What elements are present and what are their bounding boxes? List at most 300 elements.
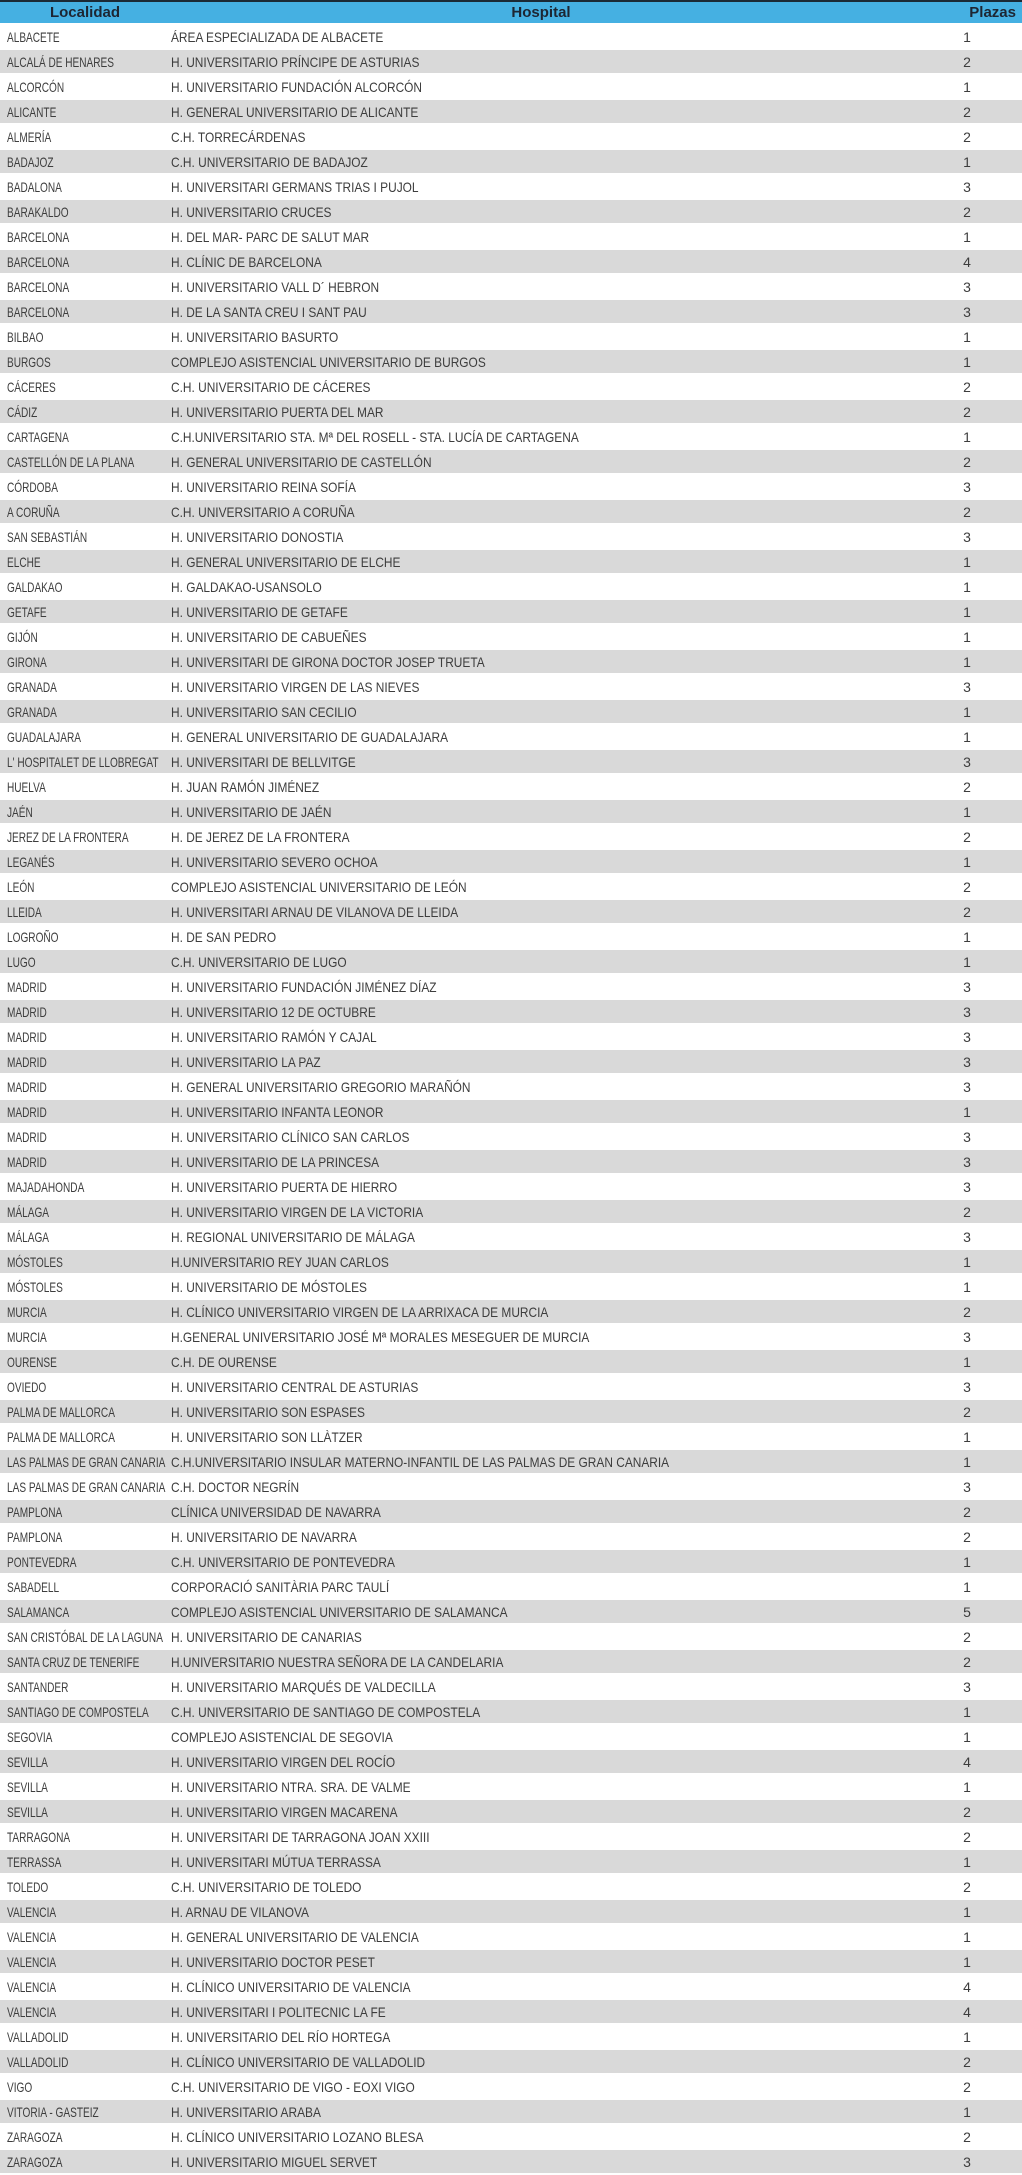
localidad-text: GIRONA	[7, 653, 47, 670]
table-row	[0, 275, 1022, 298]
localidad-text: GRANADA	[7, 703, 57, 720]
localidad-text: OURENSE	[7, 1353, 57, 1370]
table-row	[0, 775, 1022, 798]
localidad-text: TOLEDO	[7, 1878, 49, 1895]
cell-plazas: 1	[963, 28, 971, 45]
table-row	[0, 1700, 1022, 1723]
table-row	[0, 1475, 1022, 1498]
cell-plazas: 3	[963, 1153, 971, 1170]
table-row	[0, 375, 1022, 398]
hospital-text: H. JUAN RAMÓN JIMÉNEZ	[171, 778, 320, 795]
cell-localidad	[0, 929, 170, 945]
hospital-text: H. DE SAN PEDRO	[171, 928, 277, 945]
cell-hospital	[170, 1204, 912, 1220]
cell-plazas: 1	[963, 1903, 971, 1920]
cell-hospital	[170, 454, 912, 470]
hospital-text: H. UNIVERSITARIO DE NAVARRA	[171, 1528, 357, 1545]
cell-hospital	[170, 2154, 912, 2170]
cell-localidad	[0, 1354, 170, 1370]
table-row	[0, 300, 1022, 323]
hospital-text: C.H. UNIVERSITARIO DE CÁCERES	[171, 378, 371, 395]
cell-plazas: 3	[963, 678, 971, 695]
cell-localidad	[0, 829, 170, 845]
cell-hospital	[170, 1129, 912, 1145]
cell-hospital	[170, 229, 912, 245]
cell-plazas: 1	[963, 1728, 971, 1745]
cell-plazas: 2	[963, 1828, 971, 1845]
cell-plazas: 3	[963, 1378, 971, 1395]
localidad-text: GUADALAJARA	[7, 728, 81, 745]
cell-hospital	[170, 2129, 912, 2145]
hospital-text: C.H. UNIVERSITARIO DE SANTIAGO DE COMPOSTELA	[171, 1703, 481, 1720]
cell-plazas: 3	[963, 1028, 971, 1045]
cell-hospital	[170, 1954, 912, 1970]
table-row	[0, 1975, 1022, 1998]
cell-hospital	[170, 204, 912, 220]
cell-plazas: 1	[963, 853, 971, 870]
hospital-text: C.H. DE OURENSE	[171, 1353, 277, 1370]
hospital-text: H. UNIVERSITARIO PUERTA DEL MAR	[171, 403, 384, 420]
cell-plazas: 1	[963, 2028, 971, 2045]
table-row	[0, 1275, 1022, 1298]
cell-localidad	[0, 604, 170, 620]
table-row	[0, 650, 1022, 673]
cell-plazas: 2	[963, 1203, 971, 1220]
localidad-text: LEÓN	[7, 878, 35, 895]
cell-localidad	[0, 1054, 170, 1070]
table-row	[0, 725, 1022, 748]
hospital-text: C.H.UNIVERSITARIO INSULAR MATERNO-INFANTIL DE LAS PALMAS DE GRAN CANARIA	[171, 1453, 670, 1470]
cell-plazas: 1	[963, 353, 971, 370]
cell-plazas: 3	[963, 1078, 971, 1095]
cell-hospital	[170, 1504, 912, 1520]
hospital-text: ÁREA ESPECIALIZADA DE ALBACETE	[171, 28, 384, 45]
table-row	[0, 1225, 1022, 1248]
localidad-text: MADRID	[7, 1028, 47, 1045]
table-row	[0, 750, 1022, 773]
table-row	[0, 400, 1022, 423]
localidad-text: ALICANTE	[7, 103, 57, 120]
table-row	[0, 675, 1022, 698]
localidad-text: BARAKALDO	[7, 203, 69, 220]
table-row	[0, 450, 1022, 473]
table-row	[0, 600, 1022, 623]
table-row	[0, 125, 1022, 148]
cell-localidad	[0, 1529, 170, 1545]
cell-hospital	[170, 479, 912, 495]
cell-plazas: 3	[963, 178, 971, 195]
cell-plazas: 3	[963, 1328, 971, 1345]
localidad-text: SAN SEBASTIÁN	[7, 528, 88, 545]
cell-localidad	[0, 2054, 170, 2070]
hospital-text: C.H. UNIVERSITARIO DE VIGO - EOXI VIGO	[171, 2078, 415, 2095]
cell-hospital	[170, 1904, 912, 1920]
hospital-text: H. CLÍNICO UNIVERSITARIO DE VALLADOLID	[171, 2053, 426, 2070]
cell-localidad	[0, 954, 170, 970]
hospital-text: C.H. UNIVERSITARIO DE BADAJOZ	[171, 153, 368, 170]
localidad-text: BURGOS	[7, 353, 51, 370]
cell-hospital	[170, 29, 912, 45]
table-row	[0, 700, 1022, 723]
localidad-text: CASTELLÓN DE LA PLANA	[7, 453, 135, 470]
hospital-text: H. UNIVERSITARIO VALL D´ HEBRON	[171, 278, 380, 295]
cell-hospital	[170, 504, 912, 520]
cell-localidad	[0, 729, 170, 745]
cell-hospital	[170, 1054, 912, 1070]
cell-hospital	[170, 79, 912, 95]
cell-hospital	[170, 1279, 912, 1295]
cell-localidad	[0, 1854, 170, 1870]
cell-hospital	[170, 854, 912, 870]
table-row	[0, 1750, 1022, 1773]
table-row	[0, 425, 1022, 448]
table-row	[0, 250, 1022, 273]
table-row	[0, 1425, 1022, 1448]
cell-hospital	[170, 704, 912, 720]
cell-plazas: 2	[963, 778, 971, 795]
cell-hospital	[170, 1929, 912, 1945]
table-row	[0, 2075, 1022, 2098]
cell-hospital	[170, 979, 912, 995]
hospital-text: H. CLÍNIC DE BARCELONA	[171, 253, 322, 270]
cell-localidad	[0, 354, 170, 370]
cell-plazas: 3	[963, 1003, 971, 1020]
cell-hospital	[170, 554, 912, 570]
hospital-text: COMPLEJO ASISTENCIAL UNIVERSITARIO DE LEÓN	[171, 878, 467, 895]
table-row	[0, 1400, 1022, 1423]
hospital-text: H. UNIVERSITARI DE TARRAGONA JOAN XXIII	[171, 1828, 430, 1845]
hospital-text: H.UNIVERSITARIO REY JUAN CARLOS	[171, 1253, 389, 1270]
localidad-text: BILBAO	[7, 328, 44, 345]
table-row	[0, 2125, 1022, 2148]
table-row	[0, 1300, 1022, 1323]
cell-plazas: 3	[963, 278, 971, 295]
cell-hospital	[170, 1454, 912, 1470]
localidad-text: ALCALÁ DE HENARES	[7, 53, 114, 70]
cell-localidad	[0, 704, 170, 720]
hospital-text: H. UNIVERSITARIO DE MÓSTOLES	[171, 1278, 367, 1295]
cell-localidad	[0, 804, 170, 820]
localidad-text: SEVILLA	[7, 1803, 48, 1820]
table-row	[0, 75, 1022, 98]
cell-localidad	[0, 1729, 170, 1745]
cell-plazas: 2	[963, 128, 971, 145]
table-row	[0, 900, 1022, 923]
cell-hospital	[170, 2104, 912, 2120]
cell-plazas: 2	[963, 878, 971, 895]
cell-hospital	[170, 1704, 912, 1720]
table-row	[0, 575, 1022, 598]
hospital-text: H. UNIVERSITARIO DE CABUEÑES	[171, 628, 367, 645]
cell-plazas: 1	[963, 153, 971, 170]
table-row	[0, 500, 1022, 523]
cell-hospital	[170, 804, 912, 820]
table-row	[0, 625, 1022, 648]
table-row	[0, 200, 1022, 223]
cell-hospital	[170, 654, 912, 670]
cell-localidad	[0, 1804, 170, 1820]
cell-plazas: 1	[963, 1353, 971, 1370]
cell-localidad	[0, 1754, 170, 1770]
table-row	[0, 2100, 1022, 2123]
cell-localidad	[0, 1979, 170, 1995]
cell-hospital	[170, 54, 912, 70]
cell-localidad	[0, 1329, 170, 1345]
localidad-text: BARCELONA	[7, 303, 70, 320]
localidad-text: SAN CRISTÓBAL DE LA LAGUNA	[7, 1628, 163, 1645]
localidad-text: BADAJOZ	[7, 153, 54, 170]
cell-localidad	[0, 1304, 170, 1320]
cell-localidad	[0, 1379, 170, 1395]
cell-localidad	[0, 1579, 170, 1595]
cell-localidad	[0, 629, 170, 645]
localidad-text: JEREZ DE LA FRONTERA	[7, 828, 129, 845]
hospital-text: H. ARNAU DE VILANOVA	[171, 1903, 309, 1920]
localidad-text: LOGROÑO	[7, 928, 59, 945]
cell-localidad	[0, 2079, 170, 2095]
cell-localidad	[0, 579, 170, 595]
cell-hospital	[170, 1179, 912, 1195]
localidad-text: CÁCERES	[7, 378, 56, 395]
localidad-text: TARRAGONA	[7, 1828, 71, 1845]
hospital-text: H. UNIVERSITARIO LA PAZ	[171, 1053, 321, 1070]
localidad-text: VALLADOLID	[7, 2053, 69, 2070]
cell-localidad	[0, 479, 170, 495]
cell-localidad	[0, 1004, 170, 1020]
table-row	[0, 1100, 1022, 1123]
cell-plazas: 1	[963, 1778, 971, 1795]
localidad-text: SANTA CRUZ DE TENERIFE	[7, 1653, 140, 1670]
cell-localidad	[0, 1504, 170, 1520]
hospital-text: H. UNIVERSITARIO DE GETAFE	[171, 603, 348, 620]
cell-localidad	[0, 329, 170, 345]
table-row	[0, 25, 1022, 48]
cell-plazas: 1	[963, 1953, 971, 1970]
hospital-text: H. UNIVERSITARIO SEVERO OCHOA	[171, 853, 378, 870]
hospital-text: H. UNIVERSITARIO MARQUÉS DE VALDECILLA	[171, 1678, 436, 1695]
hospital-text: H. GENERAL UNIVERSITARIO DE GUADALAJARA	[171, 728, 449, 745]
cell-localidad	[0, 304, 170, 320]
localidad-text: MADRID	[7, 978, 47, 995]
localidad-text: LEGANÉS	[7, 853, 55, 870]
cell-hospital	[170, 529, 912, 545]
hospital-text: C.H. UNIVERSITARIO DE TOLEDO	[171, 1878, 362, 1895]
localidad-text: MURCIA	[7, 1303, 47, 1320]
hospital-text: H. UNIVERSITARIO SON LLÀTZER	[171, 1428, 363, 1445]
cell-plazas: 1	[963, 428, 971, 445]
cell-hospital	[170, 2054, 912, 2070]
cell-hospital	[170, 254, 912, 270]
cell-plazas: 3	[963, 303, 971, 320]
localidad-text: MADRID	[7, 1078, 47, 1095]
cell-hospital	[170, 1379, 912, 1395]
table-row	[0, 1125, 1022, 1148]
table-row	[0, 1000, 1022, 1023]
localidad-text: HUELVA	[7, 778, 46, 795]
table-row	[0, 800, 1022, 823]
hospital-text: H. UNIVERSITARIO CENTRAL DE ASTURIAS	[171, 1378, 419, 1395]
hospital-text: H. CLÍNICO UNIVERSITARIO VIRGEN DE LA ARRIXACA DE MURCIA	[171, 1303, 549, 1320]
hospital-text: H. UNIVERSITARIO SON ESPASES	[171, 1403, 365, 1420]
cell-localidad	[0, 429, 170, 445]
cell-hospital	[170, 1729, 912, 1745]
cell-plazas: 4	[963, 2003, 971, 2020]
localidad-text: BADALONA	[7, 178, 62, 195]
localidad-text: MÓSTOLES	[7, 1278, 63, 1295]
cell-hospital	[170, 954, 912, 970]
cell-localidad	[0, 879, 170, 895]
hospital-text: H. UNIVERSITARI ARNAU DE VILANOVA DE LLEIDA	[171, 903, 459, 920]
cell-plazas: 1	[963, 1453, 971, 1470]
localidad-text: BARCELONA	[7, 253, 70, 270]
table-row	[0, 1950, 1022, 1973]
table-row	[0, 1175, 1022, 1198]
cell-localidad	[0, 554, 170, 570]
cell-plazas: 1	[963, 1253, 971, 1270]
cell-plazas: 2	[963, 453, 971, 470]
cell-localidad	[0, 1029, 170, 1045]
localidad-text: SALAMANCA	[7, 1603, 70, 1620]
hospital-text: H. UNIVERSITARIO DE JAÉN	[171, 803, 332, 820]
localidad-text: ZARAGOZA	[7, 2128, 63, 2145]
table-row	[0, 50, 1022, 73]
cell-hospital	[170, 279, 912, 295]
hospital-text: C.H. UNIVERSITARIO DE LUGO	[171, 953, 347, 970]
cell-plazas: 2	[963, 378, 971, 395]
cell-localidad	[0, 1654, 170, 1670]
localidad-text: PALMA DE MALLORCA	[7, 1428, 115, 1445]
localidad-text: GETAFE	[7, 603, 47, 620]
cell-hospital	[170, 329, 912, 345]
table-row	[0, 225, 1022, 248]
cell-localidad	[0, 1254, 170, 1270]
hospital-text: H. UNIVERSITARIO BASURTO	[171, 328, 339, 345]
localidad-text: SEVILLA	[7, 1753, 48, 1770]
cell-localidad	[0, 1229, 170, 1245]
cell-localidad	[0, 104, 170, 120]
hospital-text: H. UNIVERSITARIO 12 DE OCTUBRE	[171, 1003, 376, 1020]
hospital-text: H. GALDAKAO-USANSOLO	[171, 578, 322, 595]
cell-plazas: 2	[963, 53, 971, 70]
hospital-text: H. GENERAL UNIVERSITARIO DE ALICANTE	[171, 103, 419, 120]
table-row	[0, 925, 1022, 948]
cell-plazas: 2	[963, 2053, 971, 2070]
hospital-text: COMPLEJO ASISTENCIAL DE SEGOVIA	[171, 1728, 393, 1745]
localidad-text: A CORUÑA	[7, 503, 60, 520]
localidad-text: VALENCIA	[7, 1928, 57, 1945]
hospital-text: COMPLEJO ASISTENCIAL UNIVERSITARIO DE BURGOS	[171, 353, 486, 370]
table-row	[0, 150, 1022, 173]
cell-hospital	[170, 1879, 912, 1895]
cell-hospital	[170, 2004, 912, 2020]
cell-plazas: 1	[963, 2103, 971, 2120]
cell-localidad	[0, 2004, 170, 2020]
hospital-text: H. UNIVERSITARIO DEL RÍO HORTEGA	[171, 2028, 391, 2045]
hospital-text: H. UNIVERSITARI DE GIRONA DOCTOR JOSEP TRUETA	[171, 653, 485, 670]
localidad-text: MÁLAGA	[7, 1228, 50, 1245]
cell-hospital	[170, 354, 912, 370]
cell-hospital	[170, 929, 912, 945]
hospital-text: H. UNIVERSITARIO VIRGEN DE LAS NIEVES	[171, 678, 420, 695]
cell-hospital	[170, 1429, 912, 1445]
table-row	[0, 825, 1022, 848]
cell-localidad	[0, 1704, 170, 1720]
hospital-text: H. DEL MAR- PARC DE SALUT MAR	[171, 228, 370, 245]
cell-plazas: 1	[963, 78, 971, 95]
table-row	[0, 100, 1022, 123]
cell-hospital	[170, 1604, 912, 1620]
cell-localidad	[0, 129, 170, 145]
table-row	[0, 1850, 1022, 1873]
cell-plazas: 3	[963, 978, 971, 995]
table-row	[0, 1500, 1022, 1523]
column-header-localidad: Localidad	[49, 4, 120, 21]
hospital-text: H. UNIVERSITARI MÚTUA TERRASSA	[171, 1853, 381, 1870]
table-row	[0, 525, 1022, 548]
cell-localidad	[0, 1454, 170, 1470]
cell-hospital	[170, 1229, 912, 1245]
localidad-text: TERRASSA	[7, 1853, 62, 1870]
hospital-text: H. UNIVERSITARIO FUNDACIÓN JIMÉNEZ DÍAZ	[171, 978, 437, 995]
table-row	[0, 1575, 1022, 1598]
cell-localidad	[0, 2104, 170, 2120]
localidad-text: PAMPLONA	[7, 1528, 63, 1545]
table-row	[0, 1050, 1022, 1073]
cell-localidad	[0, 1954, 170, 1970]
cell-plazas: 1	[963, 1928, 971, 1945]
localidad-text: VALENCIA	[7, 1953, 57, 1970]
hospital-text: COMPLEJO ASISTENCIAL UNIVERSITARIO DE SALAMANCA	[171, 1603, 508, 1620]
cell-hospital	[170, 179, 912, 195]
cell-plazas: 1	[963, 703, 971, 720]
cell-plazas: 2	[963, 1653, 971, 1670]
localidad-text: LLEIDA	[7, 903, 42, 920]
table-row	[0, 1675, 1022, 1698]
cell-plazas: 1	[963, 228, 971, 245]
hospital-text: CLÍNICA UNIVERSIDAD DE NAVARRA	[171, 1503, 381, 1520]
table-row	[0, 2150, 1022, 2173]
hospital-text: H. UNIVERSITARI DE BELLVITGE	[171, 753, 356, 770]
localidad-text: OVIEDO	[7, 1378, 47, 1395]
cell-hospital	[170, 754, 912, 770]
cell-hospital	[170, 1829, 912, 1845]
column-header-plazas: Plazas	[969, 4, 1016, 21]
cell-localidad	[0, 79, 170, 95]
cell-plazas: 1	[963, 603, 971, 620]
hospital-text: H. UNIVERSITARIO VIRGEN MACARENA	[171, 1803, 398, 1820]
table-header-row	[0, 0, 1022, 23]
table-row	[0, 1150, 1022, 1173]
hospital-text: H. UNIVERSITARIO ARABA	[171, 2103, 321, 2120]
localidad-text: MÓSTOLES	[7, 1253, 63, 1270]
table-row	[0, 975, 1022, 998]
localidad-text: VIGO	[7, 2078, 33, 2095]
localidad-text: LAS PALMAS DE GRAN CANARIA	[7, 1453, 166, 1470]
localidad-text: ELCHE	[7, 553, 41, 570]
cell-hospital	[170, 579, 912, 595]
table-row	[0, 175, 1022, 198]
cell-localidad	[0, 754, 170, 770]
cell-localidad	[0, 2129, 170, 2145]
cell-plazas: 2	[963, 1503, 971, 1520]
localidad-text: LUGO	[7, 953, 36, 970]
cell-plazas: 3	[963, 1678, 971, 1695]
cell-hospital	[170, 379, 912, 395]
hospital-text: H. UNIVERSITARIO PUERTA DE HIERRO	[171, 1178, 398, 1195]
cell-hospital	[170, 2079, 912, 2095]
hospital-text: H. UNIVERSITARIO DE LA PRINCESA	[171, 1153, 380, 1170]
table-row	[0, 1875, 1022, 1898]
